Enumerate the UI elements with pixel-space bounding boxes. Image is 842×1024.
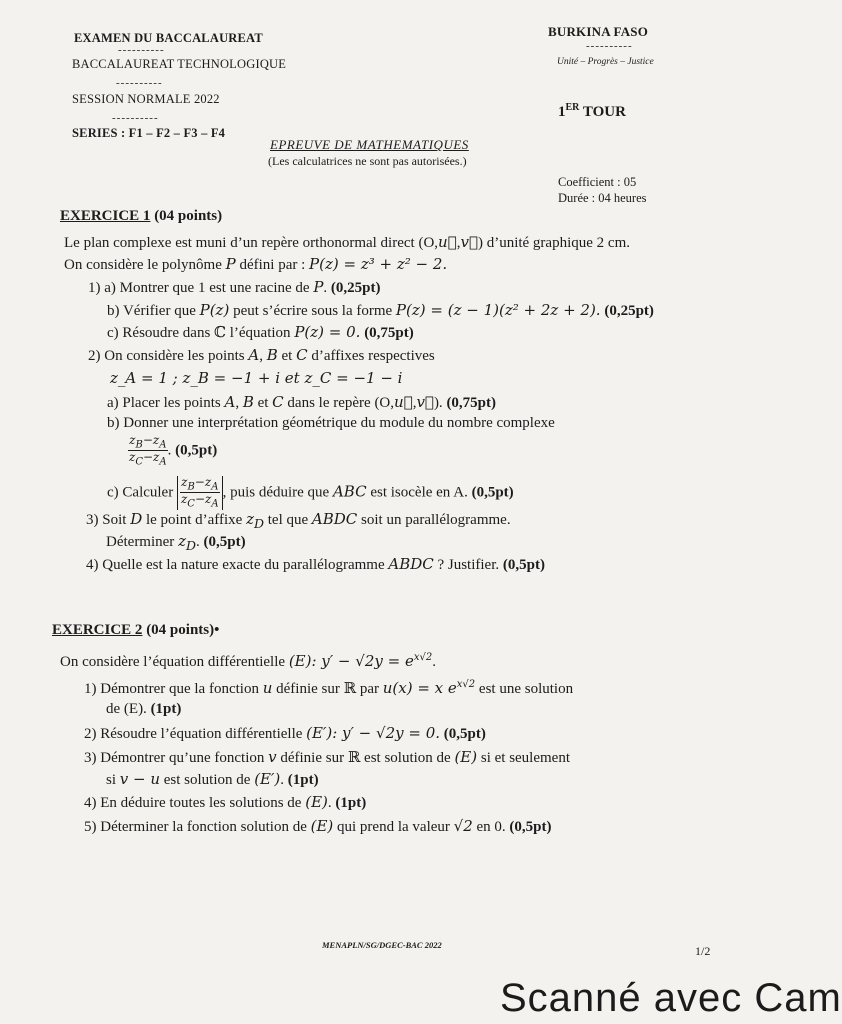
calculator-note: (Les calculatrices ne sont pas autorisées.)	[268, 154, 467, 168]
affixes-line: z_A = 1 ; z_B = −1 + i et z_C = −1 − i	[110, 369, 403, 387]
footer-reference: MENAPLN/SG/DGEC-BAC 2022	[322, 940, 442, 950]
exercise1-heading: EXERCICE 1 (04 points)	[60, 208, 223, 224]
question-2: 2) On considère les points A, B et C d’affixes respectives	[88, 346, 435, 364]
session: SESSION NORMALE 2022	[72, 92, 220, 106]
tour-label: 1ER TOUR	[558, 102, 626, 120]
ex2-question-3: 3) Démontrer qu’une fonction v définie sur ℝ est solution de (E) si et seulement	[84, 748, 571, 766]
exercise1-intro-1: Le plan complexe est muni d’un repère orthonormal direct (O,u⃗,v⃗) d’unité graphique 2 cm.	[64, 233, 630, 251]
ex2-question-5: 5) Déterminer la fonction solution de (E) qui prend la valeur √2 en 0. (0,5pt)	[84, 817, 552, 835]
question-2c: c) Calculer $\frac{z_B-z_A}{z_C-z_A}$ , puis déduire que ABC est isocèle en A. (0,5pt)	[107, 475, 514, 510]
exercise1-intro-2: On considère le polynôme P défini par : P(z) = z³ + z² − 2.	[64, 255, 448, 273]
header-separator: ----------	[112, 112, 159, 124]
exam-title: EXAMEN DU BACCALAUREAT	[74, 31, 263, 45]
national-motto: Unité – Progrès – Justice	[557, 57, 654, 67]
question-3-line2: Déterminer $z_D$. (0,5pt)	[106, 532, 246, 553]
ex2-question-1-line2: de (E). (1pt)	[106, 701, 182, 717]
question-1a: 1) a) Montrer que 1 est une racine de P. (0,25pt)	[88, 278, 381, 296]
exercise2-intro: On considère l’équation différentielle (E): $y' - √2y = e^{x√2}$.	[60, 652, 436, 670]
country: BURKINA FASO	[548, 24, 649, 39]
question-1c: c) Résoudre dans ℂ l’équation P(z) = 0. (0,75pt)	[107, 323, 414, 341]
exercise2-heading: EXERCICE 2 (04 points)•	[52, 622, 220, 638]
question-2b: b) Donner une interprétation géométrique du module du nombre complexe	[107, 415, 555, 431]
page-number: 1/2	[695, 944, 711, 958]
question-3: 3) Soit D le point d’affixe $z_D$ tel que ABDC soit un parallélogramme.	[86, 510, 511, 531]
scanner-watermark: Scanné avec Cam	[500, 976, 842, 1020]
header-separator: ----------	[116, 77, 163, 89]
ex2-question-1: 1) Démontrer que la fonction u définie sur ℝ par u(x) = x $e^{x√2}$ est une solution	[84, 679, 574, 697]
question-1b: b) Vérifier que P(z) peut s’écrire sous la forme P(z) = (z − 1)(z² + 2z + 2). (0,25pt)	[107, 301, 654, 319]
header-separator: ----------	[118, 44, 165, 56]
bac-type: BACCALAUREAT TECHNOLOGIQUE	[72, 57, 287, 71]
coefficient: Coefficient : 05	[558, 175, 637, 189]
ex2-question-2: 2) Résoudre l’équation différentielle (E′): y′ − √2y = 0. (0,5pt)	[84, 724, 486, 742]
question-4: 4) Quelle est la nature exacte du parallélogramme ABDC ? Justifier. (0,5pt)	[86, 555, 545, 573]
question-2a: a) Placer les points A, B et C dans le repère (O,u⃗,v⃗). (0,75pt)	[107, 393, 497, 411]
series: SERIES : F1 – F2 – F3 – F4	[72, 126, 226, 140]
duration: Durée : 04 heures	[558, 191, 647, 205]
ex2-question-3-line2: si v − u est solution de (E′). (1pt)	[106, 770, 319, 788]
question-2b-fraction: $\frac{z_B-z_A}{z_C-z_A}$ . (0,5pt)	[129, 433, 218, 468]
header-separator: ----------	[586, 40, 633, 52]
ex2-question-4: 4) En déduire toutes les solutions de (E). (1pt)	[84, 793, 367, 811]
subject-title: EPREUVE DE MATHEMATIQUES	[270, 137, 469, 152]
